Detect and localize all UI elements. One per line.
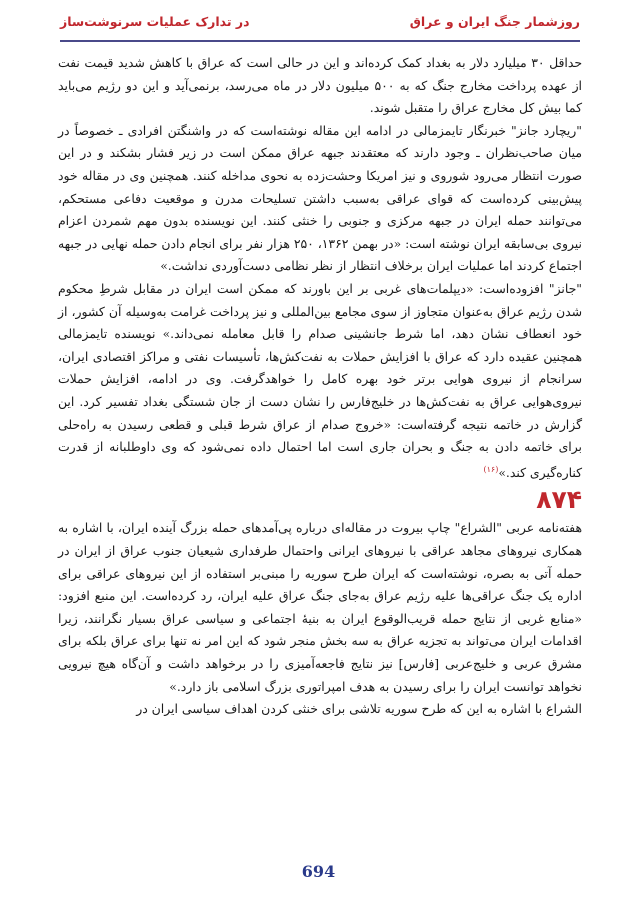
section-title: در تدارک عملیات سرنوشت‌ساز (60, 14, 250, 29)
page-header (60, 10, 580, 42)
paragraph-4: هفته‌نامه عربی "الشراع" چاپ بیروت در مقاله‌ای درباره پی‌آمدهای حمله بزرگ آینده ایران، با اشاره به همکاری نیروهای مجاهد عراقی با نیروهای ایرانی واحتمال طرفداری شیعیان جنوب عراق از ایران در حمله آتی به بصره، نوشته‌است که ایران طرح سوریه را مبنی‌بر استفاده از این نیروهای عراقی برای اداره یک جنگ عراقی‌ها علیه رژیم عراق به‌جای جنگ عراق علیه ایران، رد کرده‌است. این منبع افزود: «منابع غربی از نتایج حمله قریب‌الوقوع ایران به بنیهٔ اجتماعی و سیاسی عراق بسیار نگرانند، زیرا اقدامات ایران می‌تواند به تجزیه عراق به سه بخش منجر شود که این امر نه تنها برای عراق بلکه برای مشرق عربی و خلیج‌عربی [فارس] نیز نتایج فاجعه‌آمیزی را در برخواهد داشت و آن‌گاه هیچ نیرویی نخواهد توانست ایران را برای رسیدن به هدف امپراتوری بزرگ اسلامی باز دارد.» (58, 520, 582, 694)
paragraph-5: الشراع با اشاره به این که طرح سوریه تلاشی برای خنثی کردن اهداف سیاسی ایران در (136, 701, 582, 717)
page-content (58, 52, 582, 721)
paragraph-3-text: "جانز" افزوده‌است: «دیپلمات‌های غربی بر این باورند که ممکن است ایران در مقابل شرطِ محکوم شدن رژیم عراق به‌عنوان متجاوز از سوی مجامع بین‌المللی و نیز پرداخت غرامت به‌وسیله آن کشور، از خود انعطاف نشان دهد، اما شرط جانشینی صدام را قابل معامله نمی‌داند.» نویسنده تایمزمالی همچنین عقیده دارد که عراق با افزایش حملات به نفت‌کش‌ها، تأسیسات نفتی و مراکز اقتصادی ایران، سرانجام از نیروی هوایی برتر خود بهره کامل را خواهدگرفت. وی در ادامه، افزایش حملات نیروی‌هوایی عراق به نفت‌کش‌ها در خلیج‌فارس را نشان دست از جان شستگی بغداد تفسیر کرد. این گزارش در خاتمه نتیجه گرفته‌است: «خروج صدام از عراق شرط قبلی و قطعی رسیدن به راه‌حلی برای خاتمه دادن به جنگ و بحران جاری است اما احتمال داده نمی‌شود که وی داوطلبانه از قدرت کناره‌گیری کند.» (58, 280, 582, 480)
paragraph-1: حداقل ۳۰ میلیارد دلار به بغداد کمک کرده‌اند و این در حالی است که عراق با کاهش شدید قیمت نفت از عهده پرداخت مخارج جنگ که به ۵۰۰ میلیون دلار در ماه می‌رسد، برنمی‌آید و این دو رژیم می‌باید کما بیش کل مخارج عراق را متقبل شوند. (58, 55, 582, 116)
paragraph-3 (58, 278, 582, 484)
page-number: 694 (301, 862, 336, 881)
entry-number: ۸۷۴ (536, 485, 582, 515)
book-title: روزشمار جنگ ایران و عراق (409, 14, 580, 29)
footnote-marker: (۱۶) (483, 464, 499, 474)
paragraph-2: "ریچارد جانز" خبرنگار تایمز‌مالی در ادامه این مقاله نوشته‌است که در واشنگتن افرادی ـ خصوصاً در میان صاحب‌نظران ـ وجود دارند که معتقدند جبهه عراق ممکن است در زیر فشار بشکند و در این صورت انتظار می‌رود شوروی و نیز امریکا وحشت‌زده به نحوی مداخله کنند. همچنین وی در مقاله خود پیش‌بینی کرده‌است که قوای عراقی به‌سبب داشتن تسلیحات مدرن و موقعیت دفاعی مستحکم، می‌توانند حمله ایران در جبهه مرکزی و جنوبی را خنثی کنند. این نویسنده بدون مهم شمردن اعزام نیروی بی‌سابقه ایران نوشته است: «در بهمن ۱۳۶۲، ۲۵۰ هزار نفر برای انجام دادن حمله نهایی در جبهه اجتماع کردند اما عملیات ایران برخلاف انتظار از نظر نظامی دست‌آوردی نداشت.» (58, 122, 582, 274)
